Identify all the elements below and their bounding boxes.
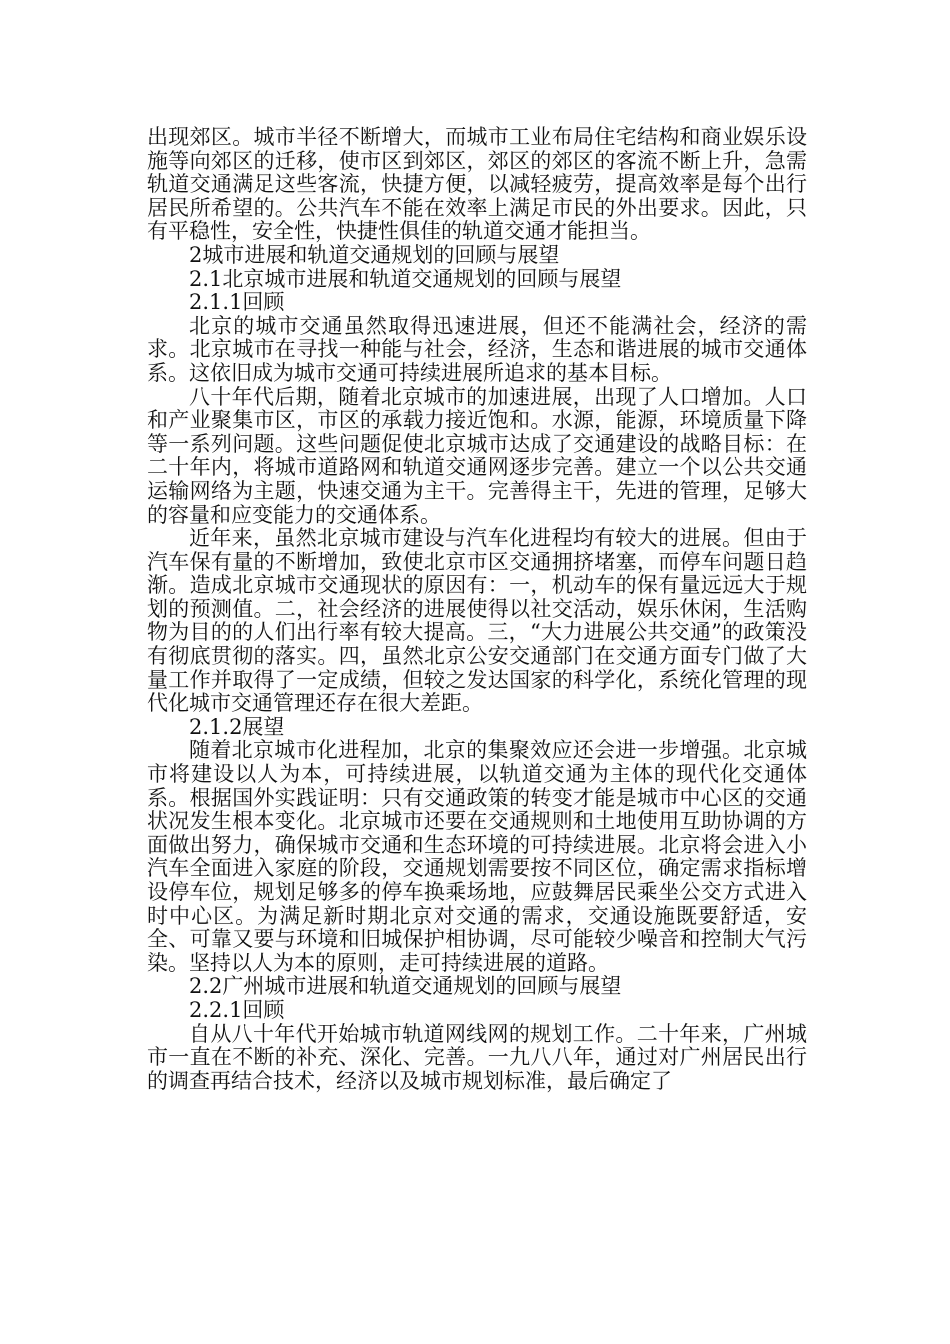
body-paragraph: 随着北京城市化进程加，北京的集聚效应还会进一步增强。北京城市将建设以人为本，可持续进展，以轨道交通为主体的现代化交通体系。根据国外实践证明：只有交通政策的转变才能是城市中心区的交通状况发生根本变化。北京城市还要在交通规则和土地使用互助协调的方面做出努力，确保城市交通和生态环境的可持续进展。北京将会进入小汽车全面进入家庭的阶段，交通规划需要按不同区位，确定需求指标增设停车位，规划足够多的停车换乘场地，应鼓舞居民乘坐公交方式进入时中心区。为满足新时期北京对交通的需求，交通设施既要舒适，安全、可靠又要与环境和旧城保护相协调，尽可能较少噪音和控制大气污染。坚持以人为本的原则，走可持续进展的道路。 bbox=[147, 738, 807, 975]
document-page bbox=[147, 126, 807, 1093]
subsection-heading: 2.1北京城市进展和轨道交通规划的回顾与展望 bbox=[189, 266, 622, 291]
subsubsection-heading: 2.1.1回顾 bbox=[189, 290, 285, 315]
subsection-heading: 2.2广州城市进展和轨道交通规划的回顾与展望 bbox=[189, 974, 622, 999]
body-paragraph: 出现郊区。城市半径不断增大，而城市工业布局住宅结构和商业娱乐设施等向郊区的迁移，使市区到郊区，郊区的郊区的客流不断上升，急需轨道交通满足这些客流，快捷方便，以减轻疲劳，提高效率是每个出行居民所希望的。公共汽车不能在效率上满足市民的外出要求。因此，只有平稳性，安全性，快捷性俱佳的轨道交通才能担当。 bbox=[147, 125, 807, 244]
subsubsection-heading: 2.1.2展望 bbox=[189, 714, 285, 739]
section-heading: 2城市进展和轨道交通规划的回顾与展望 bbox=[189, 242, 560, 267]
body-paragraph: 近年来，虽然北京城市建设与汽车化进程均有较大的进展。但由于汽车保有量的不断增加，致使北京市区交通拥挤堵塞，而停车问题日趋渐。造成北京城市交通现状的原因有：一，机动车的保有量远远大于规划的预测值。二，社会经济的进展使得以社交活动，娱乐休闲，生活购物为目的的人们出行率有较大提高。三，“大力进展公共交通”的政策没有彻底贯彻的落实。四，虽然北京公安交通部门在交通方面专门做了大量工作并取得了一定成绩，但较之发达国家的科学化，系统化管理的现代化城市交通管理还存在很大差距。 bbox=[147, 526, 807, 716]
subsubsection-heading: 2.2.1回顾 bbox=[189, 997, 285, 1022]
body-paragraph: 八十年代后期，随着北京城市的加速进展，出现了人口增加。人口和产业聚集市区，市区的承载力接近饱和。水源，能源，环境质量下降等一系列问题。这些问题促使北京城市达成了交通建设的战略目标：在二十年内，将城市道路网和轨道交通网逐步完善。建立一个以公共交通运输网络为主题，快速交通为主干。完善得主干，先进的管理，足够大的容量和应变能力的交通体系。 bbox=[147, 384, 807, 527]
body-paragraph: 北京的城市交通虽然取得迅速进展，但还不能满社会，经济的需求。北京城市在寻找一种能与社会，经济，生态和谐进展的城市交通体系。这依旧成为城市交通可持续进展所追求的基本目标。 bbox=[147, 313, 807, 385]
body-paragraph: 自从八十年代开始城市轨道网线网的规划工作。二十年来，广州城市一直在不断的补充、深化、完善。一九八八年，通过对广州居民出行的调查再结合技术，经济以及城市规划标准，最后确定了 bbox=[147, 1021, 807, 1093]
